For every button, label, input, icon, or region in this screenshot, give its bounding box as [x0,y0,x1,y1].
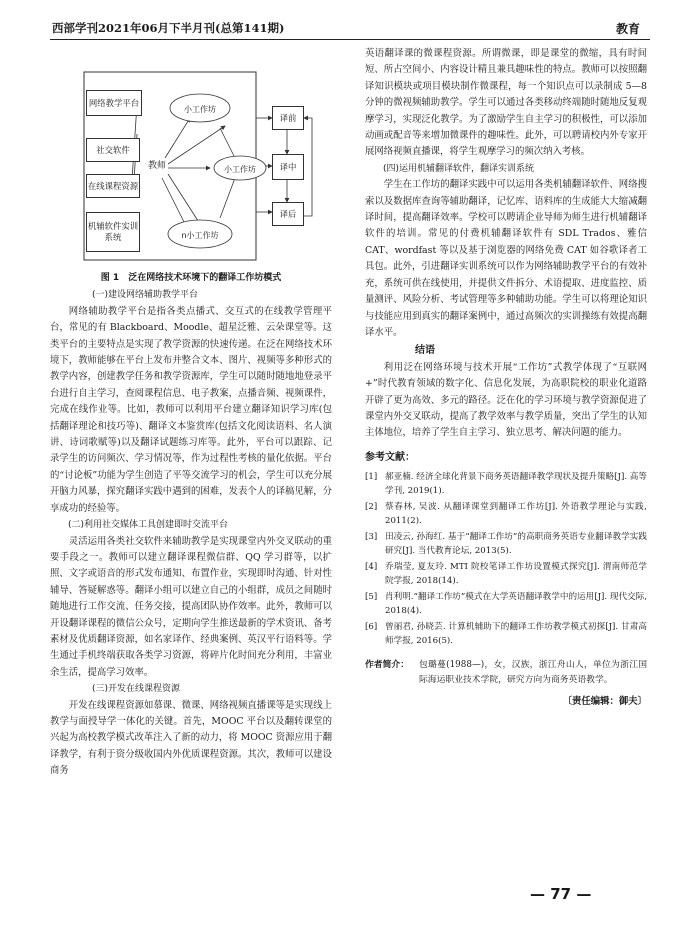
workshop-diagram [50,46,332,268]
responsible-editor: 〔责任编辑：御夫〕 [562,696,647,708]
reference-item: [2] 蔡春林, 吴波. 从翻译课堂到翻译工作坊[J]. 外语教学理论与实践, 2011(2). [365,502,647,527]
reference-item: [1] 郝亚楠. 经济全球化背景下商务英语翻译教学现状及提升策略[J]. 高等学刊, 2019(1). [365,472,647,497]
paragraph: 学生在工作坊的翻译实践中可以运用各类机辅翻译软件、网络搜索以及数据库查询等辅助翻译，记忆库、语料库的生成能大大缩减翻译时间，提高翻译效率。学校可以聘请企业导师为师生进行机辅翻译软件的培训。常见的付费机辅翻译软件有 SDL Trados、雅信 CAT、wordfast 等以及基于浏览器的网络免费 CAT 如谷歌译者工具包。此外，引进翻译实训系统可以作为网络辅助教学平台的有效补充，系统可供在线使用，并提供文件拆分、术语提取、进度监控、质量测评、风险分析、考试管理等多种辅助功能。学生可以将理论知识与技能应用到真实的翻译案例中，通过高频次的实训操练有效提高翻译水平。 [365,179,647,338]
box-pre-translation: 译前 [272,106,304,130]
subheading-4: (四)运用机辅翻译软件，翻译实训系统 [383,163,535,174]
reference-item: [3] 田凌云, 孙海红. 基于“翻译工作坊”的高职商务英语专业翻译教学实践研究[J]. 当代教育论坛, 2013(5). [365,532,647,557]
references-heading: 参考文献： [365,451,415,463]
paragraph: 英语翻译课的微课程资源。所谓微课，即是课堂的微缩，具有时间短、所占空间小、内容设计精且兼具趣味性的特点。教师可以按照翻译知识模块或项目模块制作微课程，每一个知识点可以录制成 5—8 分钟的微视频辅助教学。学生可以通过各类移动终端随时随地反复观摩学习，实现泛化教学。为了激励学生自主学习的积极性，可以添加动画或配音等来增加微课件的趣味性。此外，可以聘请校内外专家开展网络视频直播课，将学生观摩学习的频次纳入考核。 [365,48,647,158]
author-bio-text: 包璐蔓(1988—)，女，汉族，浙江舟山人，单位为浙江国际海运职业技术学院，研究方向为商务英语教学。 [419,660,647,686]
paragraph: 开发在线课程资源如慕课、微课、网络视频直播课等是实现线上教学与面授导学一体化的关键。首先，MOOC 平台以及翻转课堂的兴起为高校教学模式改革注入了新的动力，将 MOOC 资源应用于翻译教学，有利于资分级收国内外优质课程资源。其次，教师可以建设商务 [50,699,332,777]
label-teacher: 教师 [147,161,166,171]
paragraph: 利用泛在网络环境与技术开展“工作坊”式教学体现了“互联网+”时代教育领域的数字化、信息化发展，为高职院校的职业化道路开辟了更为高效、多元的路径。泛在化的学习环境与教学资源促进了课堂内外交叉联动，提高了教学效率与教学质量，突出了学生的认知主体地位，培养了学生自主学习、独立思考、解决问题的能力。 [365,361,647,439]
author-bio [365,658,647,688]
box-online-course: 在线课程资源 [86,174,140,198]
ellipse-workshop-1: 小工作坊 [184,105,216,114]
ellipse-workshop-2: 小工作坊 [224,165,256,174]
section-label: 教育 [615,22,640,36]
page-number: — 77 — [530,885,592,903]
author-bio-label: 作者简介： [365,660,409,671]
subheading-2: (二)利用社交媒体工具创建即时交流平台 [68,520,229,531]
subheading-1: (一)建设网络辅助教学平台 [92,290,199,301]
reference-item: [6] 曾丽君, 孙晓芸. 计算机辅助下的翻译工作坊教学模式初探[J]. 甘肃高师学报, 2016(5). [365,622,647,647]
reference-item: [4] 乔瑞莹, 夏友玲. MTI 院校笔译工作坊设置模式探究[J]. 渭南师范学院学报, 2018(14). [365,562,647,587]
left-column [50,46,332,780]
figure-caption: 图 1 泛在网络技术环境下的翻译工作坊模式 [100,273,282,283]
conclusion-heading: 结语 [415,345,435,357]
paragraph: 网络辅助教学平台是指各类点播式、交互式的在线教学管理平台，常见的有 Blackboard、Moodle、超星泛雅、云朵课堂等。这类平台的主要特点是实现了教学资源的快速传递。在泛在网络技术环境下，教师能够在平台上发布并整合文本、图片、视频等多种形式的教学内容，创建教学任务和教学资源库，学生可以随时随地地登录平台进行自主学习，查阅课程信息、电子教案，点播音频、视频课件，完成在线作业等。比如，教师可以利用平台建立翻译知识学习库(包括翻译理论和技巧等)、翻译文本鉴赏库(包括文化阅读语料、名人演讲、诗词歌赋等)以及翻译试题练习库等。此外，平台可以跟踪、记录学生的访问频次、学习情况等，作为过程性考核的量化依据。平台的“讨论板”功能为学生创造了平等交流学习的机会，学生可以充分展开脑力风暴，探究翻译实践中遇到的困难，发表个人的译稿见解，分享成功的经验等。 [50,305,332,514]
box-network-platform: 网络教学平台 [86,90,142,116]
right-column [365,46,647,711]
subheading-3: (三)开发在线课程资源 [92,684,181,695]
paragraph: 灵活运用各类社交软件来辅助教学是实现课堂内外交叉联动的重要手段之一。教师可以建立翻译课程微信群、QQ 学习群等，以扩照、文字或语音的形式发布通知、布置作业，实现即时沟通、针对性辅导、答疑解惑等。翻译小组可以建立自己的小组群，成员之间随时随地进行工作交流、任务交接，提高团队协作效率。此外，教师可以开设翻译课程的微信公众号，定期向学生推送最新的学术资讯、备考素材及优质翻译资源，如名家译作、经典案例、英汉平行语料等。学生通过手机终端获取各类学习资源，将碎片化时间充分利用，丰富业余生活，提高学习效率。 [50,535,332,678]
box-in-translation: 译中 [272,154,304,180]
box-social-software: 社交软件 [86,138,140,162]
reference-item: [5] 肖利明.“翻译工作坊”模式在大学英语翻译教学中的运用[J]. 现代交际, 2018(4). [365,592,647,617]
journal-issue: 西部学刊2021年06月下半月刊(总第141期) [52,21,285,35]
ellipse-workshop-n: n小工作坊 [181,231,219,240]
header-rule [50,39,650,40]
box-cat-training: 机辅软件实训系统 [86,212,140,252]
box-post-translation: 译后 [272,202,304,226]
